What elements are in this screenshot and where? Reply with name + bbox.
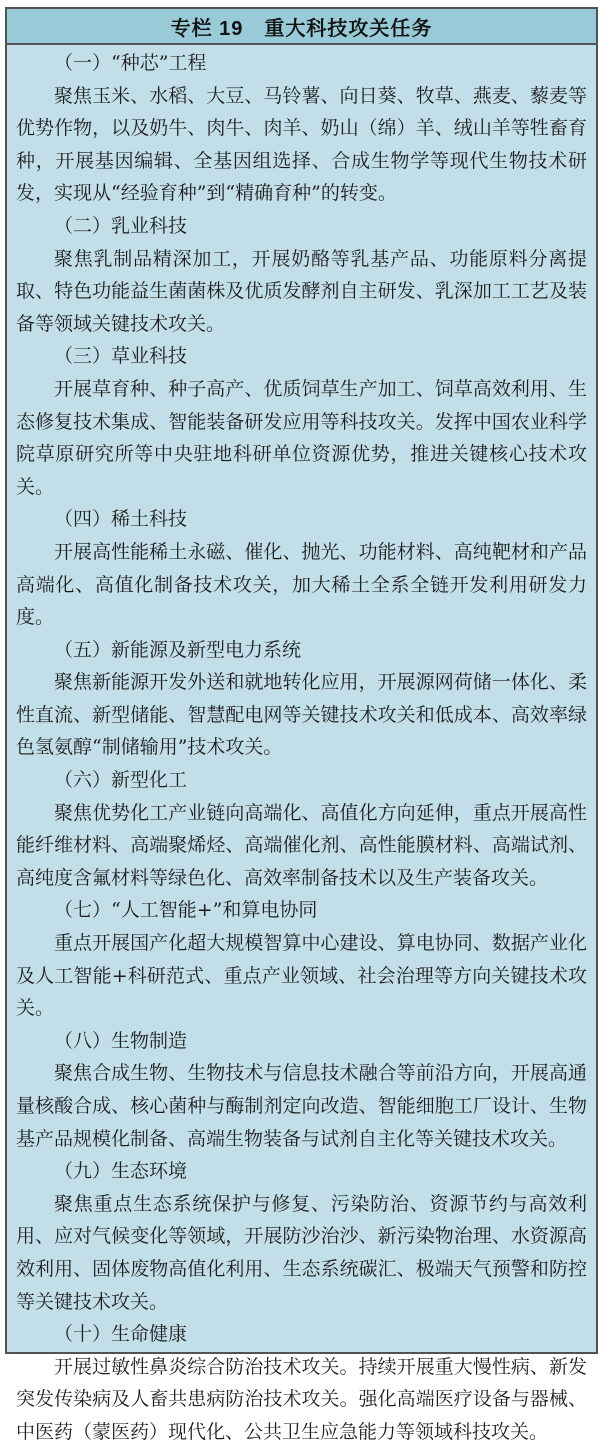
section-heading: （七）“人工智能+”和算电协同 [54,899,318,922]
section-paragraph: 开展高性能稀土永磁、催化、抛光、功能材料、高纯靶材和产品高端化、高值化制备技术攻关，加大稀土全系全链开发利用研发力度。 [16,540,587,629]
section-heading: （八）生物制造 [54,1029,188,1052]
section-paragraph: 重点开展国产化超大规模智算中心建设、算电协同、数据产业化及人工智能+科研范式、重点产业领域、社会治理等方向关键技术攻关。 [16,932,587,1020]
section-paragraph: 聚焦重点生态系统保护与修复、污染防治、资源节约与高效利用、应对气候变化等领域，开展防沙治沙、新污染物治理、水资源高效利用、固体废物高值化利用、生态系统碳汇、极端天气预警和防控等关键技术攻关。 [16,1192,587,1313]
section-heading: （一）“种芯”工程 [54,52,207,74]
section-paragraph: 聚焦新能源开发外送和就地转化应用，开展源网荷储一体化、柔性直流、新型储能、智慧配电网等关键技术攻关和低成本、高效率绿色氢氨醇“制储输用”技术攻关。 [16,671,587,759]
section-heading: （五）新能源及新型电力系统 [54,638,302,661]
section-heading: （九）生态环境 [54,1160,188,1183]
section-paragraph: 聚焦合成生物、生物技术与信息技术融合等前沿方向，开展高通量核酸合成、核心菌种与酶制剂定向改造、智能细胞工厂设计、生物基产品规模化制备、高端生物装备与试剂自主化等关键技术攻关。 [16,1062,587,1150]
section-paragraph: 聚焦优势化工产业链向高端化、高值化方向延伸，重点开展高性能纤维材料、高端聚烯烃、高端催化剂、高性能膜材料、高端试剂、高纯度含氟材料等绿色化、高效率制备技术以及生产装备攻关。 [16,801,587,889]
section-paragraph: 开展草育种、种子高产、优质饲草生产加工、饲草高效利用、生态修复技术集成、智能装备研发应用等科技攻关。发挥中国农业科学院草原研究所等中央驻地科研单位资源优势，推进关键核心技术攻关。 [16,377,587,498]
section-paragraph: 聚焦乳制品精深加工，开展奶酪等乳基产品、功能原料分离提取、特色功能益生菌菌株及优质发酵剂自主研发、乳深加工工艺及装备等领域关键技术攻关。 [16,247,587,335]
section-heading: （四）稀土科技 [54,508,188,531]
section-heading: （二）乳业科技 [54,214,188,237]
section-paragraph: 开展过敏性鼻炎综合防治技术攻关。持续开展重大慢性病、新发突发传染病及人畜共患病防治技术攻关。强化高端医疗设备与器械、中医药（蒙医药）现代化、公共卫生应急能力等领域科技攻关。 [16,1355,587,1443]
section-heading: （十）生命健康 [54,1323,188,1346]
box-body [7,45,596,1453]
section-heading: （三）草业科技 [54,345,188,368]
box-header [7,9,596,45]
column-box [5,7,598,1443]
section-paragraph: 聚焦玉米、水稻、大豆、马铃薯、向日葵、牧草、燕麦、藜麦等优势作物，以及奶牛、肉牛、肉羊、奶山（绵）羊、绒山羊等牲畜育种，开展基因编辑、全基因组选择、合成生物学等现代生物技术研发，实现从“经验育种”到“精确育种”的转变。 [16,84,587,205]
box-title: 专栏 19 重大科技攻关任务 [170,17,433,40]
section-heading: （六）新型化工 [54,769,188,792]
